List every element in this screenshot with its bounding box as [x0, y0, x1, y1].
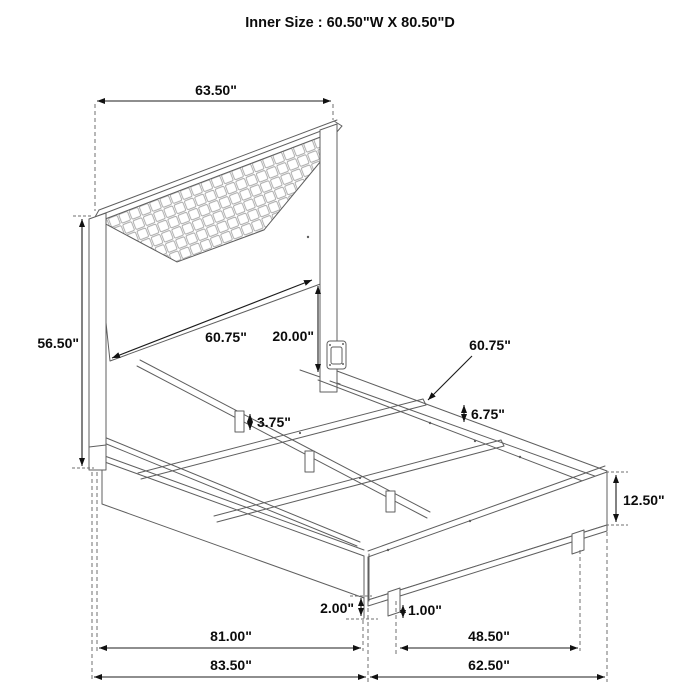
panel-pin-dot [307, 236, 309, 238]
rail-pin-dot [429, 422, 431, 424]
footboard-right-foot [572, 530, 584, 554]
dim-rail-height [606, 472, 665, 525]
bracket-screw [329, 344, 331, 346]
dim-overall-width [370, 657, 605, 677]
center-support-leg [305, 451, 314, 472]
slat-edge [138, 399, 423, 473]
dim-foot-leg-span-label: 48.50" [468, 628, 510, 644]
left-side-rail-face [102, 461, 364, 598]
footboard-pin-dot [387, 549, 389, 551]
footboard-pin-dot [469, 520, 471, 522]
bracket-screw [342, 343, 344, 345]
dim-overall-length-label: 83.50" [210, 657, 252, 673]
dim-opening-height-label: 20.00" [272, 328, 314, 344]
dim-slat-length-label: 60.75" [469, 337, 511, 353]
dim-headboard-height [37, 216, 94, 468]
center-rail-top [140, 360, 430, 512]
dim-center-leg-height-label: 3.75" [257, 414, 291, 430]
rail-pin-dot [519, 456, 521, 458]
center-support-leg [235, 411, 244, 432]
dim-inner-length-label: 81.00" [210, 628, 252, 644]
center-support-leg [386, 491, 395, 512]
slat-end-cap [423, 399, 426, 405]
dim-headboard-inner-width-label: 60.75" [205, 329, 247, 345]
rail-bracket-slot [331, 347, 342, 364]
slat-pin-dot [299, 432, 301, 434]
rail-pin-dot [474, 440, 476, 442]
bed-frame-drawing [89, 120, 607, 618]
dim-corner-clearance-label: 2.00" [320, 600, 354, 616]
dim-inner-length [99, 628, 361, 648]
dim-headboard-height-label: 56.50" [37, 335, 79, 351]
dim-slat-gap [464, 405, 505, 422]
dim-overall-width-label: 62.50" [468, 657, 510, 673]
dim-rail-height-label: 12.50" [623, 492, 665, 508]
slat-edge [214, 440, 501, 516]
dim-foot-height-label: 1.00" [408, 602, 442, 618]
dim-foot-leg-span [400, 628, 578, 648]
dim-headboard-width-label: 63.50" [195, 82, 237, 98]
slat-pin-dot [359, 477, 361, 479]
bracket-screw [329, 364, 331, 366]
dim-foot-height [396, 601, 442, 655]
dim-slat-length [428, 337, 511, 400]
far-rail-inner-edge [330, 381, 603, 479]
dim-overall-length [94, 657, 366, 677]
dim-slat-gap-label: 6.75" [471, 406, 505, 422]
bracket-screw [342, 363, 344, 365]
page-title: Inner Size : 60.50"W X 80.50"D [245, 15, 455, 31]
dim-center-leg-height [250, 414, 291, 430]
footboard-left-foot [388, 588, 400, 616]
headboard-left-post [89, 213, 106, 470]
leader-line [428, 356, 472, 400]
slat-edge [217, 446, 504, 522]
far-slat-ledge [318, 380, 598, 487]
